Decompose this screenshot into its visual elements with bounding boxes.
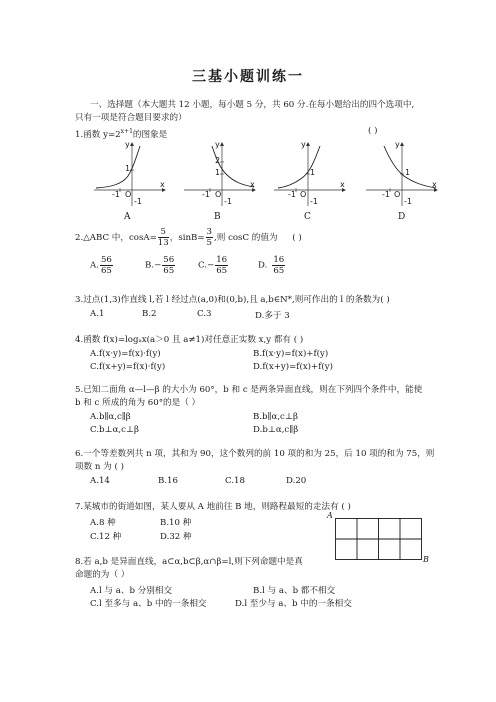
q3-option-b: B.2	[142, 309, 157, 319]
q5-option-c: C.b⊥α,c⊥β	[90, 425, 139, 435]
q5-option-a: A.b∥α,c∥β	[90, 412, 131, 422]
q3-option-a: A.1	[90, 309, 105, 319]
q3-option-c: C.3	[197, 309, 212, 319]
q3-stem: 3.过点(1,3)作直线 l,若 l 经过点(a,0)和(0,b),且 a,b∈N*,则可作出的 l 的条数为( )	[75, 295, 390, 305]
q1-stem: 1.函数 $y=2^{x+1}$的图象是	[75, 128, 168, 140]
q6-option-a: A.14	[90, 476, 110, 486]
q8-option-a: A.l 与 a、b 分别相交	[90, 586, 173, 596]
grid-point-b: B	[423, 555, 429, 564]
q2-option-d: D. $\frac{16}{65}$	[258, 255, 285, 276]
q6-line2: 项数 n 为 ( )	[75, 462, 124, 472]
graph-d: y x -1 O 1 -1	[364, 140, 440, 210]
q7-stem: 7.某城市的街道如图，某人要从 A 地前往 B 地，则路程最短的走法有 ( )	[75, 502, 351, 512]
section-heading-line2: 只有一项是符合题目要求的）	[75, 113, 187, 123]
graph-c: y x -1 O 1 -1	[272, 140, 348, 210]
q4-stem: 4.函数 f(x)=logₐx(a＞0 且 a≠1)对任意正实数 x,y 都有 ( )	[75, 335, 304, 345]
page-title: 三基小题训练一	[192, 69, 304, 85]
section-heading-line1: 一、选择题（本大题共 12 小题，每小题 5 分，共 60 分.在每小题给出的四个选项中,	[90, 100, 415, 110]
q2-option-c: C.− $\frac{16}{65}$	[198, 255, 228, 276]
q7-option-d: D.32 种	[160, 532, 192, 542]
q2-option-a: A. $\frac{56}{65}$	[90, 255, 112, 276]
q2-stem: 2.△ABC 中，cosA= $\frac{5}{13}$ ，sinB= $\frac{3}{5}$ ,则 cosC 的值为 ( )	[75, 227, 302, 248]
graph-a-svg	[92, 140, 168, 210]
q6-option-b: B.16	[158, 476, 178, 486]
q5-option-d: D.b⊥α,c∥β	[253, 425, 299, 435]
q4-option-c: C.f(x+y)=f(x)·f(y)	[90, 362, 166, 372]
q7-option-a: A.8 种	[90, 518, 116, 528]
q3-option-d: D.多于 3	[255, 311, 290, 321]
q6-option-d: D.20	[286, 476, 307, 486]
q7-option-c: C.12 种	[90, 532, 122, 542]
graph-b-label: B	[214, 212, 221, 222]
q1-answer-paren: ( )	[368, 126, 378, 136]
graph-d-label: D	[398, 212, 406, 222]
q7-option-b: B.10 种	[160, 518, 192, 528]
q2-option-b: B.− $\frac{56}{65}$	[145, 255, 175, 276]
q4-option-b: B.f(x·y)=f(x)+f(y)	[253, 349, 329, 359]
q8-option-b: B.l 与 a、b 都不相交	[253, 586, 336, 596]
q8-line1: 8.若 a,b 是异面直线，a⊂α,b⊂β,α∩β=l,则下列命题中是真	[75, 557, 303, 567]
q8-option-c: C.l 至多与 a、b 中的一条相交	[90, 599, 207, 609]
q5-line1: 5.已知二面角 α—l—β 的大小为 60°，b 和 c 是两条异面直线，则在下列四个条件中，能使	[75, 385, 423, 395]
graph-c-label: C	[304, 212, 311, 222]
q8-option-d: D.l 至少与 a、b 中的一条相交	[235, 599, 352, 609]
street-grid-svg	[335, 518, 423, 562]
q5-line2: b 和 c 所成的角为 60°的是（ ）	[75, 398, 201, 408]
street-grid	[335, 518, 423, 565]
q5-option-b: B.b∥α,c⊥β	[253, 412, 298, 422]
graph-a: y x -1 O 1 -1	[92, 140, 168, 210]
q4-option-a: A.f(x·y)=f(x)·f(y)	[90, 349, 161, 359]
graph-d-svg	[364, 140, 440, 210]
q8-line2: 命题的为（ ）	[75, 570, 130, 580]
q6-line1: 6.一个等差数列共 n 项，其和为 90，这个数列的前 10 项的和为 25，后 10 项的和为 75，则	[75, 449, 435, 459]
grid-point-a: A	[327, 511, 333, 520]
q6-option-c: C.18	[225, 476, 245, 486]
q4-option-d: D.f(x+y)=f(x)+f(y)	[253, 362, 333, 372]
graph-a-label: A	[124, 212, 131, 222]
graph-b: y x -1 O 2 1 -1	[182, 140, 258, 210]
